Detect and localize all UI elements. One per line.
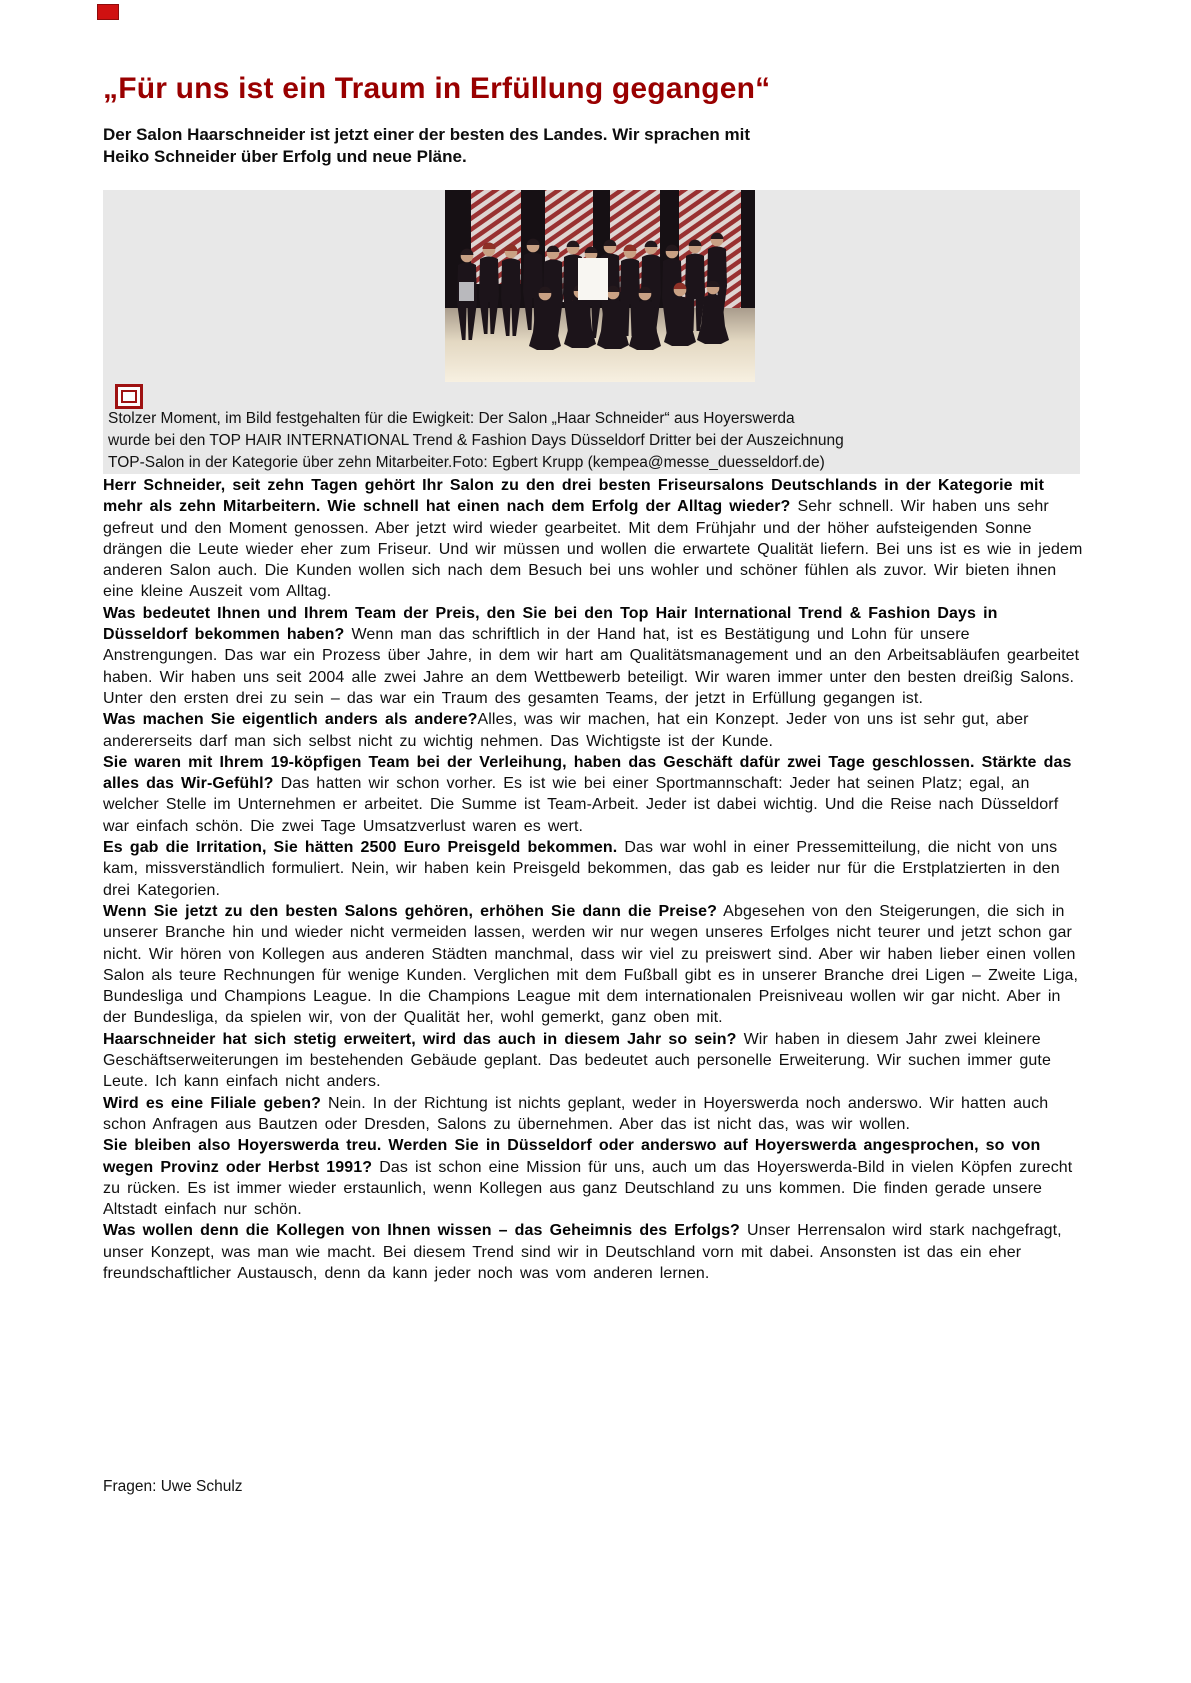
interview-question: Wird es eine Filiale geben? bbox=[103, 1094, 321, 1112]
interview-paragraph bbox=[103, 1029, 1088, 1093]
interview-question: Wenn Sie jetzt zu den besten Salons gehören, erhöhen Sie dann die Preise? bbox=[103, 902, 718, 920]
interview-answer: Nein. In der Richtung ist nichts geplant, weder in Hoyerswerda noch anderswo. Wir hatten auch schon Anfragen aus Bautzen oder Dresden, Salons zu übernehmen. Aber das ist nicht das, was wir wollen. bbox=[103, 1094, 1049, 1133]
interview-question: Was machen Sie eigentlich anders als andere? bbox=[103, 711, 478, 729]
article-lead bbox=[103, 124, 750, 167]
interview-question: Sie waren mit Ihrem 19-köpfigen Team bei der Verleihung, haben das Geschäft dafür zwei Tage geschlossen. Stärkte das alles das Wir-Gefühl? bbox=[103, 753, 1072, 793]
interview-question: Sie bleiben also Hoyerswerda treu. Werden Sie in Düsseldorf oder anderswo auf Hoyerswerda angesprochen, so von wegen Provinz oder Herbst 1991? bbox=[103, 1137, 1041, 1176]
interview-paragraph bbox=[103, 752, 1088, 837]
interview-paragraph bbox=[103, 1135, 1088, 1220]
interview-question: Was bedeutet Ihnen und Ihrem Team der Preis, den Sie bei den Top Hair International Trend & Fashion Days in Düsseldorf bekommen haben? bbox=[103, 604, 998, 644]
interview-question: Es gab die Irritation, Sie hätten 2500 Euro Preisgeld bekommen. bbox=[103, 839, 618, 857]
caption-line: Stolzer Moment, im Bild festgehalten für die Ewigkeit: Der Salon „Haar Schneider“ aus Hoyerswerda bbox=[108, 410, 795, 427]
caption-line: wurde bei den TOP HAIR INTERNATIONAL Trend & Fashion Days Düsseldorf Dritter bei der Auszeichnung bbox=[108, 432, 844, 449]
page-title: „Für uns ist ein Traum in Erfüllung gegangen“ bbox=[103, 72, 771, 106]
interview-answer: Das hatten wir schon vorher. Es ist wie bei einer Sportmannschaft: Jeder hat seinen Platz; egal, an welcher Stelle im Unternehmen er arbeitet. Die Summe ist Team-Arbeit. Jeder ist dabei wichtig. Und die Reise nach Düsseldorf war einfach schön. Die zwei Tage Umsatzverlust waren es wert. bbox=[103, 775, 1059, 835]
interview-answer: Unser Herrensalon wird stark nachgefragt, unser Konzept, was man wie macht. Bei diesem Trend sind wir in Deutschland vorn mit dabei. Ansonsten ist das ein eher freundschaftlicher Austausch, denn da kann jeder noch was vom anderen lernen. bbox=[103, 1222, 1062, 1282]
interview-answer: Abgesehen von den Steigerungen, die sich in unserer Branche hin und wieder nicht vermeiden lassen, werden wir nur wegen unseres Erfolges nicht teurer und jetzt schon gar nicht. Wir hören von Kollegen aus anderen Städten manchmal, dass wir viel zu preiswert sind. Aber wir haben lieber einen vollen Salon als teure Rechnungen für wenige Kunden. Verglichen mit dem Fußball gibt es in unserer Branche drei Ligen – Zweite Liga, Bundesliga und Champions League. In die Champions League mit dem internationalen Preisniveau wollen wir gar nicht. Aber in der Bundesliga, da spielen wir, von der Qualität her, wohl gemerkt, ganz oben mit. bbox=[103, 902, 1079, 1027]
interview-question: Herr Schneider, seit zehn Tagen gehört Ihr Salon zu den drei besten Friseursalons Deutschlands in der Kategorie mit mehr als zehn Mitarbeitern. Wie schnell hat einen nach dem Erfolg der Alltag wieder? bbox=[103, 477, 1045, 516]
interview-answer: Wenn man das schriftlich in der Hand hat, ist es Bestätigung und Lohn für unsere Anstrengungen. Das war ein Prozess über Jahre, in dem wir hart am Qualitätsmanagement und an den Arbeitsabläufen gearbeitet haben. Wir haben uns seit 2004 alle zwei Jahre an dem Wettbewerb beteiligt. Wir waren immer unter den besten dreißig Salons. Unter den ersten drei zu sein – das war ein Traum des gesamten Teams, der jetzt in Erfüllung gegangen ist. bbox=[103, 626, 1080, 707]
interview-answer: Sehr schnell. Wir haben uns sehr gefreut und den Moment genossen. Aber jetzt wird wieder gearbeitet. Mit dem Frühjahr und der höher aufsteigenden Sonne drängen die Leute wieder eher zum Friseur. Und wir müssen und wollen die erwartete Qualität liefern. Bei uns ist es wie in jedem anderen Salon auch. Die Kunden wollen sich nach dem Besuch bei uns wohler und schöner fühlen als zuvor. Wir bieten ihnen eine kleine Auszeit vom Alltag. bbox=[103, 498, 1083, 601]
photo-caption bbox=[108, 408, 844, 474]
team-photo-image bbox=[445, 190, 755, 382]
interview-paragraph bbox=[103, 837, 1088, 901]
interview-answer: Wir haben in diesem Jahr zwei kleinere Geschäftserweiterungen im bestehenden Gebäude geplant. Das bedeutet auch personelle Erweiterung. Wir suchen immer gute Leute. Ich kann einfach nicht anders. bbox=[103, 1030, 1051, 1091]
enlarge-image-icon[interactable] bbox=[115, 384, 143, 409]
interview-paragraph bbox=[103, 1093, 1088, 1136]
interview-body bbox=[103, 475, 1088, 1284]
interview-paragraph bbox=[103, 475, 1088, 603]
interview-question: Haarschneider hat sich stetig erweitert, wird das auch in diesem Jahr so sein? bbox=[103, 1030, 737, 1048]
interview-paragraph bbox=[103, 603, 1088, 709]
lead-line: Der Salon Haarschneider ist jetzt einer der besten des Landes. Wir sprachen mit bbox=[103, 125, 750, 144]
interview-paragraph bbox=[103, 1220, 1088, 1284]
interview-answer: Alles, was wir machen, hat ein Konzept. Jeder von uns ist sehr gut, aber andererseits darf man sich selbst nicht zu wichtig nehmen. Das Wichtigste ist der Kunde. bbox=[103, 711, 1029, 750]
interview-paragraph bbox=[103, 901, 1088, 1029]
interview-credit: Fragen: Uwe Schulz bbox=[103, 1478, 243, 1495]
enlarge-image-icon-inner bbox=[121, 390, 137, 403]
interview-answer: Das ist schon eine Mission für uns, auch um das Hoyerswerda-Bild in vielen Köpfen zurecht zu rücken. Es ist immer wieder erstaunlich, wenn Kollegen aus ganz Deutschland zu uns kommen. Die finden gerade unsere Altstadt einfach nur schön. bbox=[103, 1158, 1073, 1219]
interview-answer: Das war wohl in einer Pressemitteilung, die nicht von uns kam, missverständlich formuliert. Nein, wir haben kein Preisgeld bekommen, das gab es leider nur für die Erstplatzierten in den drei Kategorien. bbox=[103, 839, 1060, 899]
interview-paragraph bbox=[103, 709, 1088, 752]
caption-line: TOP-Salon in der Kategorie über zehn Mitarbeiter.Foto: Egbert Krupp (kempea@messe_duesseldorf.de) bbox=[108, 454, 825, 471]
lead-line: Heiko Schneider über Erfolg und neue Pläne. bbox=[103, 146, 467, 166]
interview-question: Was wollen denn die Kollegen von Ihnen wissen – das Geheimnis des Erfolgs? bbox=[103, 1222, 740, 1240]
red-marker-icon[interactable] bbox=[97, 4, 119, 20]
photo-panel bbox=[103, 190, 1080, 474]
